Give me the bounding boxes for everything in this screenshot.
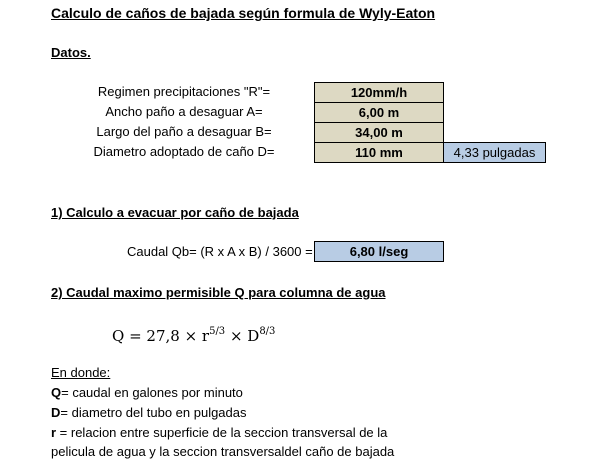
datos-heading: Datos.: [51, 45, 91, 60]
def-r-text: = relacion entre superficie de la seccion transversal de la: [56, 425, 388, 440]
def-r: [51, 424, 387, 442]
diametro-value-cell[interactable]: 110 mm: [314, 142, 444, 163]
largo-label: Largo del paño a desaguar B=: [96, 124, 272, 139]
section1-heading: 1) Calculo a evacuar por caño de bajada: [51, 205, 299, 220]
def-d-key: D: [51, 405, 61, 420]
diametro-pulgadas-cell[interactable]: 4,33 pulgadas: [443, 142, 546, 163]
def-q: [51, 384, 243, 402]
formula-lhs: Q = 27,8 × r: [112, 327, 210, 345]
precip-label: Regimen precipitaciones "R"=: [97, 84, 271, 99]
diametro-label: Diametro adoptado de caño D=: [93, 144, 275, 159]
def-d: [51, 404, 247, 422]
def-q-key: Q: [51, 385, 62, 400]
caudal-value-cell[interactable]: 6,80 l/seg: [314, 241, 444, 262]
caudal-label: Caudal Qb= (R x A x B) / 3600 =: [127, 244, 313, 259]
precip-value-cell[interactable]: 120mm/h: [314, 82, 444, 103]
def-d-text: = diametro del tubo en pulgadas: [60, 405, 247, 420]
def-q-text: = caudal en galones por minuto: [61, 385, 243, 400]
formula-mid: × D: [225, 327, 260, 345]
definitions-heading: En donde:: [51, 365, 111, 380]
formula-exp-d: 8/3: [259, 326, 276, 337]
def-r-continuation: pelicula de agua y la seccion transversaldel caño de bajada: [51, 444, 395, 459]
ancho-value-cell[interactable]: 6,00 m: [314, 102, 444, 123]
formula-exp-r: 5/3: [209, 326, 226, 337]
ancho-label: Ancho paño a desaguar A=: [105, 104, 263, 119]
def-r-key: r: [51, 425, 57, 440]
page-title: Calculo de caños de bajada según formula de Wyly-Eaton: [51, 5, 436, 21]
largo-value-cell[interactable]: 34,00 m: [314, 122, 444, 143]
wyly-eaton-formula: [112, 321, 275, 347]
section2-heading: 2) Caudal maximo permisible Q para columna de agua: [51, 285, 386, 300]
